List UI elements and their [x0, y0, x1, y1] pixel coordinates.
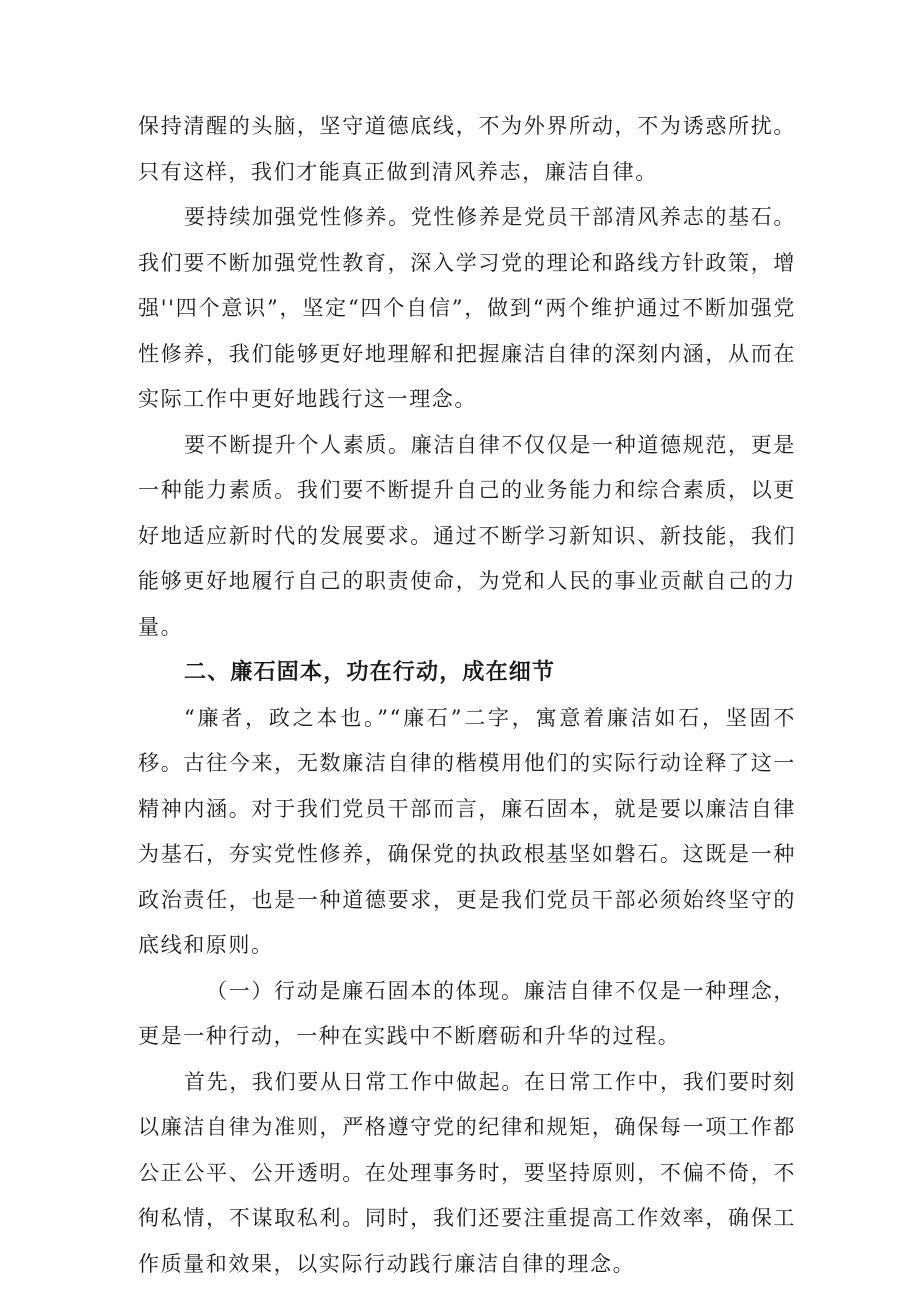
paragraph-subsection-one: （一）行动是廉石固本的体现。廉洁自律不仅是一种理念，更是一种行动，一种在实践中不断磨砺和升华的过程。 [138, 978, 796, 1048]
paragraph-continuation: 保持清醒的头脑，坚守道德底线，不为外界所动，不为诱惑所扰。只有这样，我们才能真正做到清风养志，廉洁自律。 [138, 114, 796, 184]
paragraph-personal-quality: 要不断提升个人素质。廉洁自律不仅仅是一种道德规范，更是一种能力素质。我们要不断提升自己的业务能力和综合素质，以更好地适应新时代的发展要求。通过不断学习新知识、新技能，我们能够更好地履行自己的职责使命，为党和人民的事业贡献自己的力量。 [138, 432, 796, 639]
paragraph-lian-shi: “廉者，政之本也。”“廉石”二字，寓意着廉洁如石，坚固不移。古往今来，无数廉洁自律的楷模用他们的实际行动诠释了这一精神内涵。对于我们党员干部而言，廉石固本，就是要以廉洁自律为基石，夯实党性修养，确保党的执政根基坚如磐石。这既是一种政治责任，也是一种道德要求，更是我们党员干部必须始终坚守的底线和原则。 [138, 705, 796, 957]
paragraph-party-spirit: 要持续加强党性修养。党性修养是党员干部清风养志的基石。我们要不断加强党性教育，深入学习党的理论和路线方针政策，增强''四个意识”，坚定“四个自信”，做到“两个维护通过不断加强党性修养，我们能够更好地理解和把握廉洁自律的深刻内涵，从而在实际工作中更好地践行这一理念。 [138, 205, 796, 411]
paragraph-daily-work: 首先，我们要从日常工作中做起。在日常工作中，我们要时刻以廉洁自律为准则，严格遵守党的纪律和规矩，确保每一项工作都公正公平、公开透明。在处理事务时，要坚持原则，不偏不倚，不徇私情，不谋取私利。同时，我们还要注重提高工作效率，确保工作质量和效果，以实际行动践行廉洁自律的理念。 [138, 1069, 796, 1276]
document-body [138, 104, 796, 1287]
section-heading: 二、廉石固本，功在行动，成在细节 [184, 660, 556, 685]
